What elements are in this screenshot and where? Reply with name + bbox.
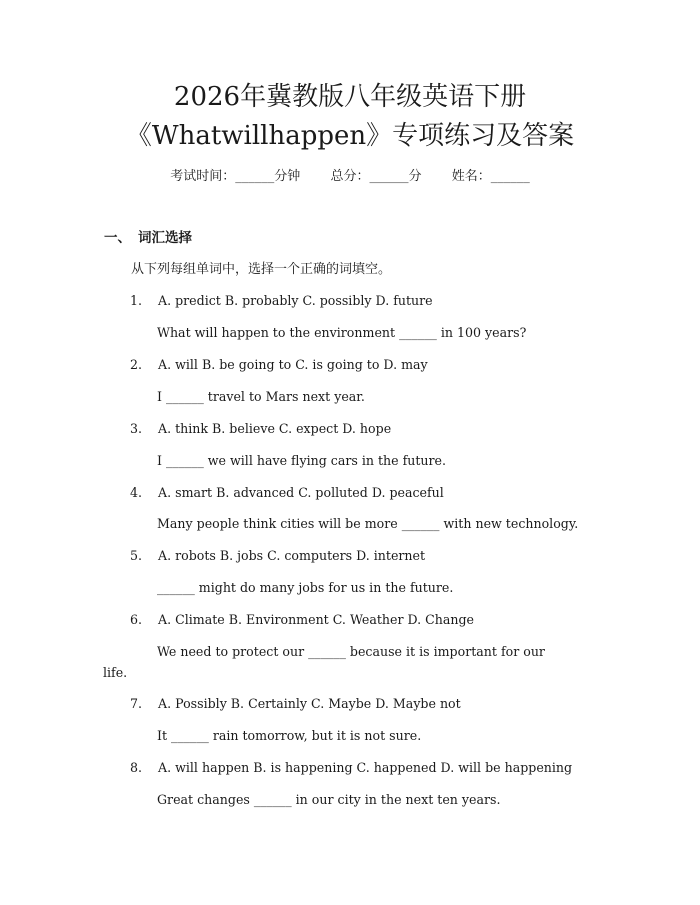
answer-options: A. will B. be going to C. is going to D. may [158,357,428,372]
question-1-options [130,291,433,311]
question-3-sentence: I ______ we will have flying cars in the future. [157,453,447,468]
student-name-field: 姓名：______ [451,169,530,184]
question-8-options [130,758,572,778]
answer-options: A. Possibly B. Certainly C. Maybe D. Maybe not [158,696,461,711]
question-number: 3. [130,421,143,436]
question-number: 6. [130,612,143,627]
total-score-field: 总分：______分 [330,169,422,184]
question-5-options [130,546,425,566]
exam-meta [0,167,700,187]
question-2-sentence: I ______ travel to Mars next year. [157,389,365,404]
answer-options: A. robots B. jobs C. computers D. internet [158,548,426,563]
answer-options: A. Climate B. Environment C. Weather D. Change [158,612,475,627]
question-6-options [130,610,474,630]
question-number: 5. [130,548,143,563]
sentence-text: We need to protect our ______ because it is important for our [157,644,545,659]
title-line-1: 2026年冀教版八年级英语下册 [173,82,527,112]
question-6-sentence-continuation: life. [103,665,128,680]
answer-options: A. will happen B. is happening C. happened D. will be happening [158,760,573,775]
question-2-options [130,355,428,375]
question-number: 8. [130,760,143,775]
section-1-title: 词汇选择 [138,230,192,246]
answer-options: A. think B. believe C. expect D. hope [158,421,392,436]
question-number: 7. [130,696,143,711]
section-1-instruction: 从下列每组单词中，选择一个正确的词填空。 [131,262,392,277]
title-line-2: 《Whatwillhappen》专项练习及答案 [125,121,575,151]
question-7-sentence: It ______ rain tomorrow, but it is not sure. [157,728,422,743]
section-1-number: 一、 [104,230,131,246]
answer-options: A. smart B. advanced C. polluted D. peaceful [158,485,444,500]
question-number: 1. [130,293,143,308]
question-3-options [130,419,391,439]
question-5-sentence: ______ might do many jobs for us in the future. [157,580,454,595]
question-number: 2. [130,357,143,372]
section-1-heading [104,228,192,248]
question-7-options [130,694,461,714]
exam-time-field: 考试时间：______分钟 [170,169,301,184]
question-6-sentence [157,642,545,662]
question-4-options [130,483,444,503]
question-8-sentence: Great changes ______ in our city in the next ten years. [157,792,501,807]
question-1-sentence: What will happen to the environment ______ in 100 years? [157,325,527,340]
question-number: 4. [130,485,143,500]
question-4-sentence: Many people think cities will be more ______ with new technology. [157,516,579,531]
answer-options: A. predict B. probably C. possibly D. future [158,293,433,308]
